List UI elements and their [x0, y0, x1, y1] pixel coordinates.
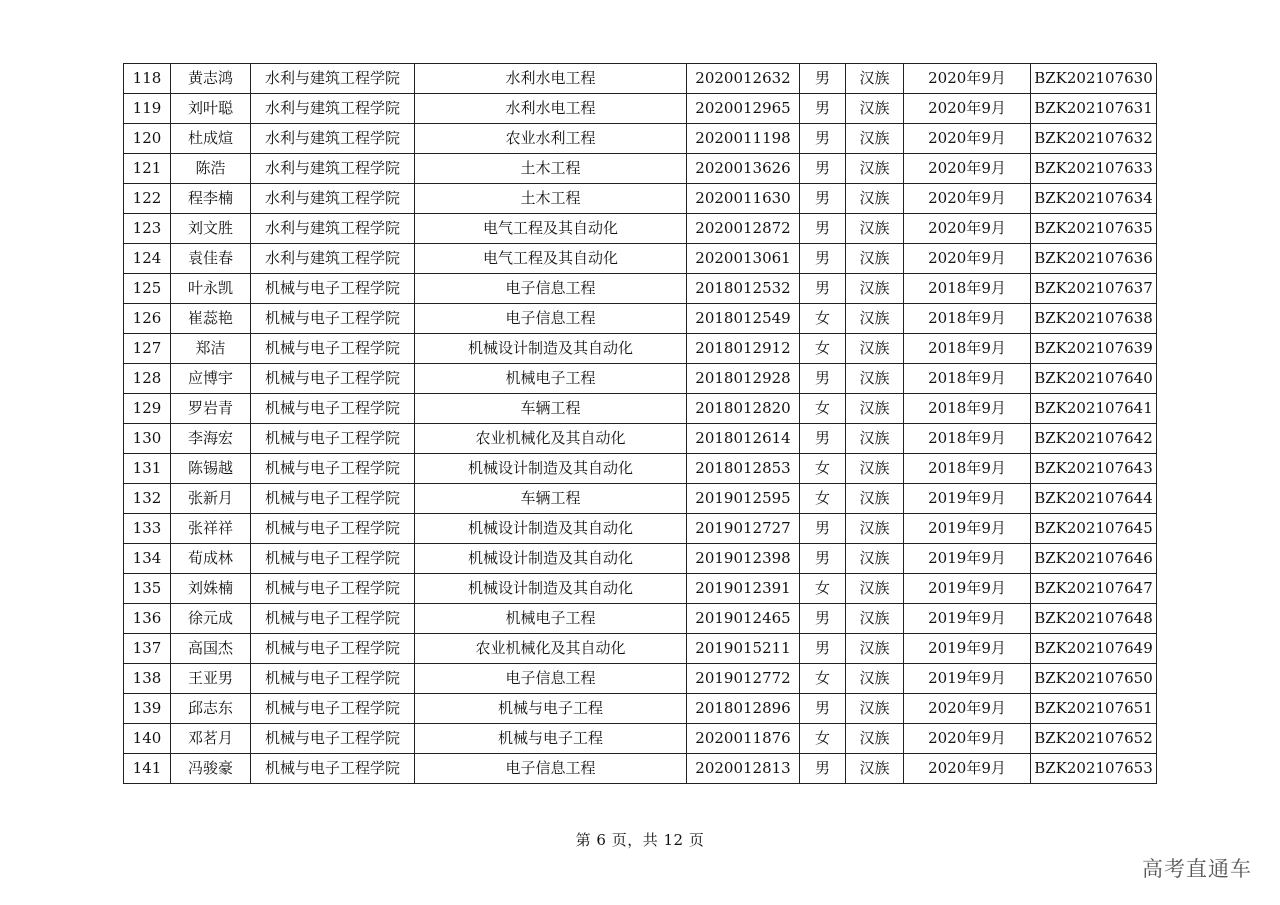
- gender-cell: 男: [800, 544, 846, 574]
- student-name-cell: 应博宇: [171, 364, 251, 394]
- student-name-cell: 郑洁: [171, 334, 251, 364]
- student-id-cell: 2020013626: [687, 154, 800, 184]
- student-name-cell: 刘叶聪: [171, 94, 251, 124]
- record-code-cell: BZK202107642: [1031, 424, 1157, 454]
- college-name-cell: 机械与电子工程学院: [251, 334, 415, 364]
- student-id-cell: 2020011630: [687, 184, 800, 214]
- table-row: [124, 664, 1157, 694]
- ethnicity-cell: 汉族: [846, 454, 904, 484]
- row-number-cell: 122: [124, 184, 171, 214]
- table-row: [124, 604, 1157, 634]
- gender-cell: 男: [800, 424, 846, 454]
- row-number-cell: 140: [124, 724, 171, 754]
- student-name-cell: 崔蕊艳: [171, 304, 251, 334]
- record-code-cell: BZK202107648: [1031, 604, 1157, 634]
- enrollment-date-cell: 2018年9月: [904, 424, 1031, 454]
- enrollment-date-cell: 2020年9月: [904, 724, 1031, 754]
- ethnicity-cell: 汉族: [846, 724, 904, 754]
- enrollment-date-cell: 2019年9月: [904, 514, 1031, 544]
- college-name-cell: 机械与电子工程学院: [251, 574, 415, 604]
- student-id-cell: 2019012727: [687, 514, 800, 544]
- student-id-cell: 2018012928: [687, 364, 800, 394]
- enrollment-date-cell: 2020年9月: [904, 754, 1031, 784]
- student-name-cell: 黄志鸿: [171, 64, 251, 94]
- ethnicity-cell: 汉族: [846, 214, 904, 244]
- major-name-cell: 农业机械化及其自动化: [415, 634, 687, 664]
- gender-cell: 女: [800, 454, 846, 484]
- student-id-cell: 2020012872: [687, 214, 800, 244]
- gender-cell: 女: [800, 484, 846, 514]
- ethnicity-cell: 汉族: [846, 394, 904, 424]
- record-code-cell: BZK202107638: [1031, 304, 1157, 334]
- row-number-cell: 120: [124, 124, 171, 154]
- gender-cell: 男: [800, 514, 846, 544]
- enrollment-date-cell: 2019年9月: [904, 484, 1031, 514]
- major-name-cell: 电子信息工程: [415, 274, 687, 304]
- college-name-cell: 机械与电子工程学院: [251, 364, 415, 394]
- table-row: [124, 304, 1157, 334]
- gender-cell: 女: [800, 334, 846, 364]
- ethnicity-cell: 汉族: [846, 484, 904, 514]
- student-id-cell: 2018012532: [687, 274, 800, 304]
- student-id-cell: 2018012614: [687, 424, 800, 454]
- enrollment-date-cell: 2018年9月: [904, 304, 1031, 334]
- enrollment-date-cell: 2018年9月: [904, 454, 1031, 484]
- student-id-cell: 2018012820: [687, 394, 800, 424]
- student-id-cell: 2020011876: [687, 724, 800, 754]
- student-name-cell: 徐元成: [171, 604, 251, 634]
- gender-cell: 男: [800, 244, 846, 274]
- college-name-cell: 机械与电子工程学院: [251, 424, 415, 454]
- record-code-cell: BZK202107651: [1031, 694, 1157, 724]
- enrollment-date-cell: 2020年9月: [904, 64, 1031, 94]
- row-number-cell: 128: [124, 364, 171, 394]
- table-row: [124, 394, 1157, 424]
- record-code-cell: BZK202107652: [1031, 724, 1157, 754]
- student-id-cell: 2018012912: [687, 334, 800, 364]
- record-code-cell: BZK202107640: [1031, 364, 1157, 394]
- student-id-cell: 2020011198: [687, 124, 800, 154]
- watermark-logo: 高考直通车: [1142, 857, 1252, 881]
- student-name-cell: 张新月: [171, 484, 251, 514]
- major-name-cell: 机械设计制造及其自动化: [415, 544, 687, 574]
- row-number-cell: 121: [124, 154, 171, 184]
- student-id-cell: 2020012632: [687, 64, 800, 94]
- ethnicity-cell: 汉族: [846, 604, 904, 634]
- college-name-cell: 机械与电子工程学院: [251, 544, 415, 574]
- record-code-cell: BZK202107647: [1031, 574, 1157, 604]
- ethnicity-cell: 汉族: [846, 304, 904, 334]
- gender-cell: 男: [800, 634, 846, 664]
- major-name-cell: 电子信息工程: [415, 664, 687, 694]
- student-name-cell: 邓茗月: [171, 724, 251, 754]
- major-name-cell: 车辆工程: [415, 394, 687, 424]
- table-row: [124, 274, 1157, 304]
- gender-cell: 男: [800, 694, 846, 724]
- major-name-cell: 机械设计制造及其自动化: [415, 574, 687, 604]
- major-name-cell: 机械电子工程: [415, 364, 687, 394]
- student-name-cell: 程李楠: [171, 184, 251, 214]
- college-name-cell: 水利与建筑工程学院: [251, 184, 415, 214]
- college-name-cell: 机械与电子工程学院: [251, 304, 415, 334]
- row-number-cell: 137: [124, 634, 171, 664]
- row-number-cell: 118: [124, 64, 171, 94]
- student-id-cell: 2019012595: [687, 484, 800, 514]
- record-code-cell: BZK202107636: [1031, 244, 1157, 274]
- gender-cell: 男: [800, 124, 846, 154]
- enrollment-date-cell: 2020年9月: [904, 124, 1031, 154]
- row-number-cell: 134: [124, 544, 171, 574]
- gender-cell: 男: [800, 214, 846, 244]
- ethnicity-cell: 汉族: [846, 124, 904, 154]
- enrollment-date-cell: 2020年9月: [904, 94, 1031, 124]
- ethnicity-cell: 汉族: [846, 694, 904, 724]
- record-code-cell: BZK202107639: [1031, 334, 1157, 364]
- ethnicity-cell: 汉族: [846, 274, 904, 304]
- gender-cell: 女: [800, 724, 846, 754]
- table-row: [124, 484, 1157, 514]
- ethnicity-cell: 汉族: [846, 424, 904, 454]
- page-number-footer: 第 6 页，共 12 页: [575, 831, 705, 849]
- major-name-cell: 电子信息工程: [415, 754, 687, 784]
- college-name-cell: 机械与电子工程学院: [251, 664, 415, 694]
- ethnicity-cell: 汉族: [846, 514, 904, 544]
- college-name-cell: 机械与电子工程学院: [251, 694, 415, 724]
- table-row: [124, 424, 1157, 454]
- student-id-cell: 2019012465: [687, 604, 800, 634]
- row-number-cell: 130: [124, 424, 171, 454]
- gender-cell: 女: [800, 394, 846, 424]
- gender-cell: 男: [800, 274, 846, 304]
- record-code-cell: BZK202107653: [1031, 754, 1157, 784]
- student-id-cell: 2019012391: [687, 574, 800, 604]
- student-name-cell: 陈浩: [171, 154, 251, 184]
- enrollment-date-cell: 2020年9月: [904, 694, 1031, 724]
- gender-cell: 男: [800, 184, 846, 214]
- enrollment-date-cell: 2019年9月: [904, 634, 1031, 664]
- record-code-cell: BZK202107630: [1031, 64, 1157, 94]
- student-name-cell: 张祥祥: [171, 514, 251, 544]
- table-row: [124, 514, 1157, 544]
- table-row: [124, 724, 1157, 754]
- record-code-cell: BZK202107632: [1031, 124, 1157, 154]
- student-id-cell: 2019015211: [687, 634, 800, 664]
- ethnicity-cell: 汉族: [846, 574, 904, 604]
- row-number-cell: 125: [124, 274, 171, 304]
- ethnicity-cell: 汉族: [846, 334, 904, 364]
- enrollment-date-cell: 2018年9月: [904, 394, 1031, 424]
- enrollment-date-cell: 2019年9月: [904, 574, 1031, 604]
- row-number-cell: 129: [124, 394, 171, 424]
- college-name-cell: 水利与建筑工程学院: [251, 94, 415, 124]
- record-code-cell: BZK202107645: [1031, 514, 1157, 544]
- student-name-cell: 杜成煊: [171, 124, 251, 154]
- enrollment-date-cell: 2020年9月: [904, 244, 1031, 274]
- college-name-cell: 水利与建筑工程学院: [251, 124, 415, 154]
- student-name-cell: 陈锡越: [171, 454, 251, 484]
- major-name-cell: 水利水电工程: [415, 64, 687, 94]
- record-code-cell: BZK202107633: [1031, 154, 1157, 184]
- row-number-cell: 136: [124, 604, 171, 634]
- ethnicity-cell: 汉族: [846, 184, 904, 214]
- major-name-cell: 农业机械化及其自动化: [415, 424, 687, 454]
- student-id-cell: 2020012965: [687, 94, 800, 124]
- enrollment-date-cell: 2019年9月: [904, 544, 1031, 574]
- enrollment-date-cell: 2020年9月: [904, 214, 1031, 244]
- record-code-cell: BZK202107644: [1031, 484, 1157, 514]
- table-row: [124, 754, 1157, 784]
- major-name-cell: 土木工程: [415, 154, 687, 184]
- ethnicity-cell: 汉族: [846, 544, 904, 574]
- table-row: [124, 244, 1157, 274]
- record-code-cell: BZK202107634: [1031, 184, 1157, 214]
- major-name-cell: 电气工程及其自动化: [415, 214, 687, 244]
- enrollment-date-cell: 2019年9月: [904, 664, 1031, 694]
- college-name-cell: 水利与建筑工程学院: [251, 214, 415, 244]
- major-name-cell: 机械与电子工程: [415, 694, 687, 724]
- student-name-cell: 李海宏: [171, 424, 251, 454]
- row-number-cell: 139: [124, 694, 171, 724]
- gender-cell: 女: [800, 574, 846, 604]
- record-code-cell: BZK202107643: [1031, 454, 1157, 484]
- record-code-cell: BZK202107650: [1031, 664, 1157, 694]
- student-id-cell: 2020012813: [687, 754, 800, 784]
- student-id-cell: 2018012853: [687, 454, 800, 484]
- major-name-cell: 车辆工程: [415, 484, 687, 514]
- row-number-cell: 138: [124, 664, 171, 694]
- ethnicity-cell: 汉族: [846, 664, 904, 694]
- student-name-cell: 邱志东: [171, 694, 251, 724]
- major-name-cell: 机械电子工程: [415, 604, 687, 634]
- record-code-cell: BZK202107635: [1031, 214, 1157, 244]
- college-name-cell: 水利与建筑工程学院: [251, 64, 415, 94]
- table-row: [124, 364, 1157, 394]
- student-name-cell: 冯骏豪: [171, 754, 251, 784]
- student-id-cell: 2019012398: [687, 544, 800, 574]
- row-number-cell: 132: [124, 484, 171, 514]
- row-number-cell: 119: [124, 94, 171, 124]
- major-name-cell: 机械设计制造及其自动化: [415, 514, 687, 544]
- ethnicity-cell: 汉族: [846, 64, 904, 94]
- table-row: [124, 544, 1157, 574]
- enrollment-date-cell: 2018年9月: [904, 364, 1031, 394]
- row-number-cell: 123: [124, 214, 171, 244]
- table-row: [124, 124, 1157, 154]
- record-code-cell: BZK202107637: [1031, 274, 1157, 304]
- major-name-cell: 农业水利工程: [415, 124, 687, 154]
- college-name-cell: 机械与电子工程学院: [251, 754, 415, 784]
- college-name-cell: 水利与建筑工程学院: [251, 154, 415, 184]
- major-name-cell: 电子信息工程: [415, 304, 687, 334]
- enrollment-date-cell: 2018年9月: [904, 334, 1031, 364]
- college-name-cell: 机械与电子工程学院: [251, 724, 415, 754]
- college-name-cell: 机械与电子工程学院: [251, 454, 415, 484]
- student-roster-table: [123, 63, 1157, 784]
- table-row: [124, 64, 1157, 94]
- row-number-cell: 126: [124, 304, 171, 334]
- ethnicity-cell: 汉族: [846, 364, 904, 394]
- record-code-cell: BZK202107631: [1031, 94, 1157, 124]
- student-id-cell: 2019012772: [687, 664, 800, 694]
- ethnicity-cell: 汉族: [846, 634, 904, 664]
- student-name-cell: 荀成林: [171, 544, 251, 574]
- major-name-cell: 机械设计制造及其自动化: [415, 454, 687, 484]
- student-id-cell: 2020013061: [687, 244, 800, 274]
- major-name-cell: 机械设计制造及其自动化: [415, 334, 687, 364]
- row-number-cell: 131: [124, 454, 171, 484]
- table-row: [124, 184, 1157, 214]
- gender-cell: 男: [800, 154, 846, 184]
- gender-cell: 男: [800, 754, 846, 784]
- major-name-cell: 土木工程: [415, 184, 687, 214]
- record-code-cell: BZK202107641: [1031, 394, 1157, 424]
- row-number-cell: 127: [124, 334, 171, 364]
- college-name-cell: 机械与电子工程学院: [251, 274, 415, 304]
- gender-cell: 男: [800, 64, 846, 94]
- table-row: [124, 154, 1157, 184]
- record-code-cell: BZK202107646: [1031, 544, 1157, 574]
- enrollment-date-cell: 2019年9月: [904, 604, 1031, 634]
- row-number-cell: 135: [124, 574, 171, 604]
- table-row: [124, 454, 1157, 484]
- roster-sheet: [123, 63, 1156, 784]
- gender-cell: 女: [800, 664, 846, 694]
- gender-cell: 男: [800, 94, 846, 124]
- table-row: [124, 634, 1157, 664]
- table-row: [124, 694, 1157, 724]
- student-id-cell: 2018012549: [687, 304, 800, 334]
- table-row: [124, 574, 1157, 604]
- table-row: [124, 214, 1157, 244]
- college-name-cell: 机械与电子工程学院: [251, 604, 415, 634]
- major-name-cell: 水利水电工程: [415, 94, 687, 124]
- enrollment-date-cell: 2020年9月: [904, 184, 1031, 214]
- gender-cell: 男: [800, 604, 846, 634]
- student-name-cell: 袁佳春: [171, 244, 251, 274]
- gender-cell: 女: [800, 304, 846, 334]
- enrollment-date-cell: 2020年9月: [904, 154, 1031, 184]
- roster-body: [124, 64, 1157, 784]
- gender-cell: 男: [800, 364, 846, 394]
- student-name-cell: 刘文胜: [171, 214, 251, 244]
- major-name-cell: 电气工程及其自动化: [415, 244, 687, 274]
- college-name-cell: 机械与电子工程学院: [251, 514, 415, 544]
- table-row: [124, 94, 1157, 124]
- row-number-cell: 124: [124, 244, 171, 274]
- row-number-cell: 133: [124, 514, 171, 544]
- record-code-cell: BZK202107649: [1031, 634, 1157, 664]
- student-name-cell: 叶永凯: [171, 274, 251, 304]
- student-name-cell: 王亚男: [171, 664, 251, 694]
- student-id-cell: 2018012896: [687, 694, 800, 724]
- student-name-cell: 刘姝楠: [171, 574, 251, 604]
- student-name-cell: 高国杰: [171, 634, 251, 664]
- ethnicity-cell: 汉族: [846, 244, 904, 274]
- row-number-cell: 141: [124, 754, 171, 784]
- college-name-cell: 机械与电子工程学院: [251, 634, 415, 664]
- college-name-cell: 机械与电子工程学院: [251, 484, 415, 514]
- major-name-cell: 机械与电子工程: [415, 724, 687, 754]
- enrollment-date-cell: 2018年9月: [904, 274, 1031, 304]
- ethnicity-cell: 汉族: [846, 94, 904, 124]
- table-row: [124, 334, 1157, 364]
- college-name-cell: 水利与建筑工程学院: [251, 244, 415, 274]
- ethnicity-cell: 汉族: [846, 754, 904, 784]
- college-name-cell: 机械与电子工程学院: [251, 394, 415, 424]
- student-name-cell: 罗岩青: [171, 394, 251, 424]
- ethnicity-cell: 汉族: [846, 154, 904, 184]
